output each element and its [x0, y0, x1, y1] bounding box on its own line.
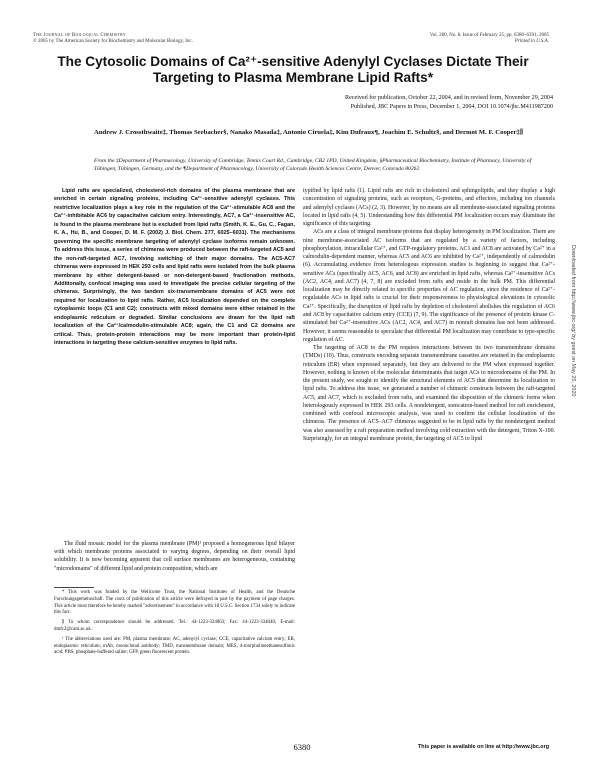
page-number: 6380	[293, 742, 311, 752]
introduction-paragraph: The fluid mosaic model for the plasma membrane (PM)¹ proposed a homogeneous lipid bilayer with which membrane proteins associated to varying degrees, depending on their overall lipid solubility. It is now becoming apparent that cell surface membranes are heterogeneous, containing "microdomains" of different lipid and protein composition, which are	[54, 541, 295, 572]
printed-line: Printed in U.S.A.	[514, 39, 549, 44]
running-header-left	[33, 33, 283, 45]
journal-name: The Journal of Biological Chemistry	[33, 33, 126, 38]
footnote-divider	[54, 587, 94, 588]
footnotes	[54, 590, 295, 660]
running-header-right	[349, 33, 549, 45]
body-paragraph: The targeting of AC8 to the PM requires interactions between its two transmembrane domains (TMDs) (10). Thus, constructs encoding separate transmembrane cassettes are retained in the endoplasmic reticulum (ER) when expressed separately, but they are delivered to the PM when expressed together. However, nothing is known of the molecular determinants that target ACs to microdomains of the PM. In the present study, we sought to identify the structural elements of AC5 that determine its localization to lipid rafts. To address this issue, we generated a number of chimeric constructs between the raft-targeted AC5, and AC7, which is excluded from rafts, and examined the disposition of the chimeric forms when heterologously expressed in HEK 293 cells. A nondetergent, sonication-based method for raft enrichment, combined with confocal microscopic analysis, was used to confirm the cellular localization of the chimeras. The presence of AC5–AC7 chimeras suggested to be in lipid rafts by the nondetergent method was also assessed by a raft preparation method involving cold extraction with the detergent, Triton X-100. Surprisingly, for an integral membrane protein, the targeting of AC5 to lipid	[303, 345, 555, 442]
body-paragraph: typified by lipid rafts (1). Lipid rafts are rich in cholesterol and sphingolipids, and they display a high concentration of signaling proteins, such as receptors, G-proteins, and effectors, including ion channels and adenylyl cyclases (ACs) (2, 3). However, by no means are all membrane-associated signaling proteins located in lipid rafts (4, 5). Understanding how this differential PM localization occurs may illuminate the significance of this targeting.	[303, 188, 555, 228]
author-list: Andrew J. Crossthwaite‡, Thomas Seebacher§, Nanako Masada‡, Antonio Ciruela‡, Kim Dufraux¶, Joachim E. Schultz§, and Dermot M. F. Cooper‡∥	[94, 129, 524, 136]
abstract: Lipid rafts are specialized, cholesterol-rich domains of the plasma membrane that are enriched in certain signaling proteins, including Ca²⁺-sensitive adenylyl cyclases. This restrictive localization plays a key role in the regulation of the Ca²⁺-stimulable AC8 and the Ca²⁺-inhibitable AC6 by capacitative calcium entry. Interestingly, AC7, a Ca²⁺-insensitive AC, is found in the plasma membrane but is excluded from lipid rafts (Smith, K. E., Gu, C., Fagan, K. A., Hu, B., and Cooper, D. M. F. (2002) J. Biol. Chem. 277, 6025–6031). The mechanisms governing the specific membrane targeting of adenylyl cyclase isoforms remain unknown. To address this issue, a series of chimeras were produced between the raft-targeted AC5 and the non-raft-targeted AC7, involving switching of their major domains. The AC5-AC7 chimeras were expressed in HEK 293 cells and lipid rafts were isolated from the bulk plasma membrane by either detergent-based or non-detergent-based fractionation methods. Additionally, confocal imaging was used to investigate the precise cellular targeting of the chimeras. Surprisingly, the two tandem six-transmembrane domains of AC5 were not required for localization to lipid rafts. Rather, AC5 localization depended on the complete cytoplasmic loops (C1 and C2); constructs with mixed domains were either retained in the endoplasmic reticulum or degraded. Similar conclusions are drawn for the lipid raft localization of the Ca²⁺/calmodulin-stimulable AC8; again, the C1 and C2 domains are critical. Thus, protein-protein interactions may be more important than protein-lipid interactions in targeting these calcium-sensitive enzymes to lipid rafts.	[54, 188, 295, 347]
right-column-body	[303, 187, 555, 443]
copyright-line: © 2005 by The American Society for Biochemistry and Molecular Biology, Inc.	[33, 39, 193, 44]
affiliations: From the ‡Department of Pharmacology, University of Cambridge, Tennis Court Rd., Cambridge, CB2 1PD, United Kingdom, §Pharmaceutical Biochemistry, Institute of Pharmacy, University of Tübingen, Tübingen, Germany, and the ¶Department of Pharmacology, University of Colorado Health Sciences Centre, Denver, Colorado 80262	[94, 158, 532, 172]
footnote-funding: * This work was funded by the Wellcome Trust, the National Institutes of Health, and the Deutsche Forschungsgemeinschaft. The costs of publication of this article were defrayed in part by the payment of page charges. This article must therefore be hereby marked "advertisement" in accordance with 18 U.S.C. Section 1734 solely to indicate this fact.	[54, 590, 295, 616]
received-line: Received for publication, October 22, 2004, and in revised form, November 29, 2004	[345, 95, 553, 101]
volume-info: Vol. 280, No. 8, Issue of February 25, pp. 6380–6391, 2005	[429, 33, 549, 38]
online-availability-note: This paper is available on line at http://www.jbc.org	[418, 744, 549, 750]
published-line: Published, JBC Papers in Press, December 1, 2004, DOI 10.1074/jbc.M411987200	[350, 103, 553, 110]
body-paragraph: ACs are a class of integral membrane proteins that display heterogeneity in PM localization. There are nine membrane-associated AC isoforms that are regulated by a variety of factors, including phosphorylation, intracellular Ca²⁺, and GTP-regulatory proteins. AC1 and AC8 are activated by Ca²⁺ in a calmodulin-dependent manner, whereas AC5 and AC6 are inhibited by Ca²⁺, independently of calmodulin (6). Accumulating evidence from heterologous expression studies is beginning to suggest that Ca²⁺-sensitive ACs (specifically AC5, AC6, and AC8) are enriched in lipid rafts, whereas Ca²⁺-insensitive ACs (AC2, AC4, and AC7) (4, 7, 8) are excluded from rafts and reside in the bulk PM. This differential localization may be directly related to specific properties of AC regulation, since the residence of Ca²⁺-regulatable ACs in lipid rafts is crucial for their responsiveness to physiological elevations in cytosolic Ca²⁺. Specifically, the disruption of lipid rafts by depletion of cholesterol abolishes the regulation of AC6 and AC8 by capacitative calcium entry (CCE) (7, 9). The significance of the presence of protein kinase C-stimulated but Ca²⁺-insensitive ACs (AC2, AC4, and AC7) in nonraft domains has not been addressed. However, it seems reasonable to speculate that differential PM localization may contribute to type-specific regulation of AC.	[303, 229, 555, 343]
download-watermark: Downloaded from http://www.jbc.org/ by guest on May 25, 2020	[570, 245, 576, 397]
footnote-correspondence: ∥ To whom correspondence should be addressed. Tel.: 44-1223-334063; Fax: 44-1223-334040; E-mail: dmfc2@cam.ac.uk.	[54, 620, 295, 632]
footnote-abbreviations: ¹ The abbreviations used are: PM, plasma membrane; AC, adenylyl cyclase; CCE, capacitative calcium entry; ER, endoplasmic reticulum; mAb, monoclonal antibody; TMD, transmembrane domain; MES, 4-morpholineethanesulfonic acid; PBS, phosphate-buffered saline; GFP, green fluorescent protein.	[54, 636, 295, 656]
publication-history	[33, 94, 553, 111]
article-title: The Cytosolic Domains of Ca²⁺-sensitive Adenylyl Cyclases Dictate Their Targeting to Plasma Membrane Lipid Rafts*	[57, 54, 529, 85]
